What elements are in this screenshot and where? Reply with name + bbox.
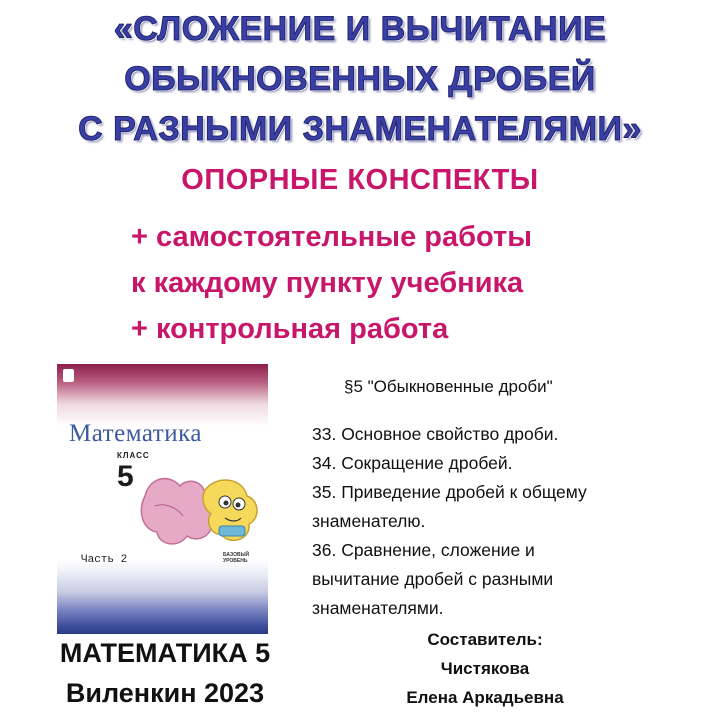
caption-line-1: МАТЕМАТИКА 5 [59, 638, 271, 668]
extra-line-2: к каждому пункту учебника [131, 267, 524, 299]
cover-title: Математика [69, 420, 202, 447]
list-item: 34. Сокращение дробей. [312, 453, 513, 473]
textbook-cover [57, 364, 268, 634]
puzzle-illustration-icon [125, 456, 265, 556]
author-name: Елена Аркадьевна [406, 688, 564, 707]
subtitle: ОПОРНЫЕ КОНСПЕКТЫ [181, 164, 539, 196]
title-line-1: «СЛОЖЕНИЕ И ВЫЧИТАНИЕ [113, 10, 607, 48]
topics-list [312, 420, 712, 623]
caption-line-2: Виленкин 2023 [65, 678, 265, 708]
author-surname: Чистякова [440, 659, 530, 678]
extras-list [131, 214, 532, 352]
section-title: §5 "Обыкновенные дроби" [344, 377, 553, 396]
list-item: 36. Сравнение, сложение и [312, 540, 535, 560]
list-item: знаменателями. [312, 598, 444, 618]
cover-level: БАЗОВЫЙ УРОВЕНЬ [223, 552, 250, 564]
main-title [0, 4, 720, 154]
author-block [380, 625, 590, 712]
publisher-logo-icon [63, 369, 74, 382]
extra-line-1: + самостоятельные работы [131, 221, 532, 253]
cover-grade-number: 5 [117, 460, 134, 493]
author-label: Составитель: [427, 630, 543, 649]
list-item: вычитание дробей с разными [312, 569, 554, 589]
list-item: 33. Основное свойство дроби. [312, 424, 559, 444]
cover-grade-label: КЛАСС [117, 451, 150, 460]
title-line-2: ОБЫКНОВЕННЫХ ДРОБЕЙ [124, 60, 596, 98]
cover-part: Часть 2 [81, 554, 128, 566]
extra-line-3: + контрольная работа [131, 313, 449, 345]
list-item: 35. Приведение дробей к общему [312, 482, 587, 502]
list-item: знаменателю. [312, 511, 426, 531]
title-line-3: С РАЗНЫМИ ЗНАМЕНАТЕЛЯМИ» [78, 110, 642, 148]
